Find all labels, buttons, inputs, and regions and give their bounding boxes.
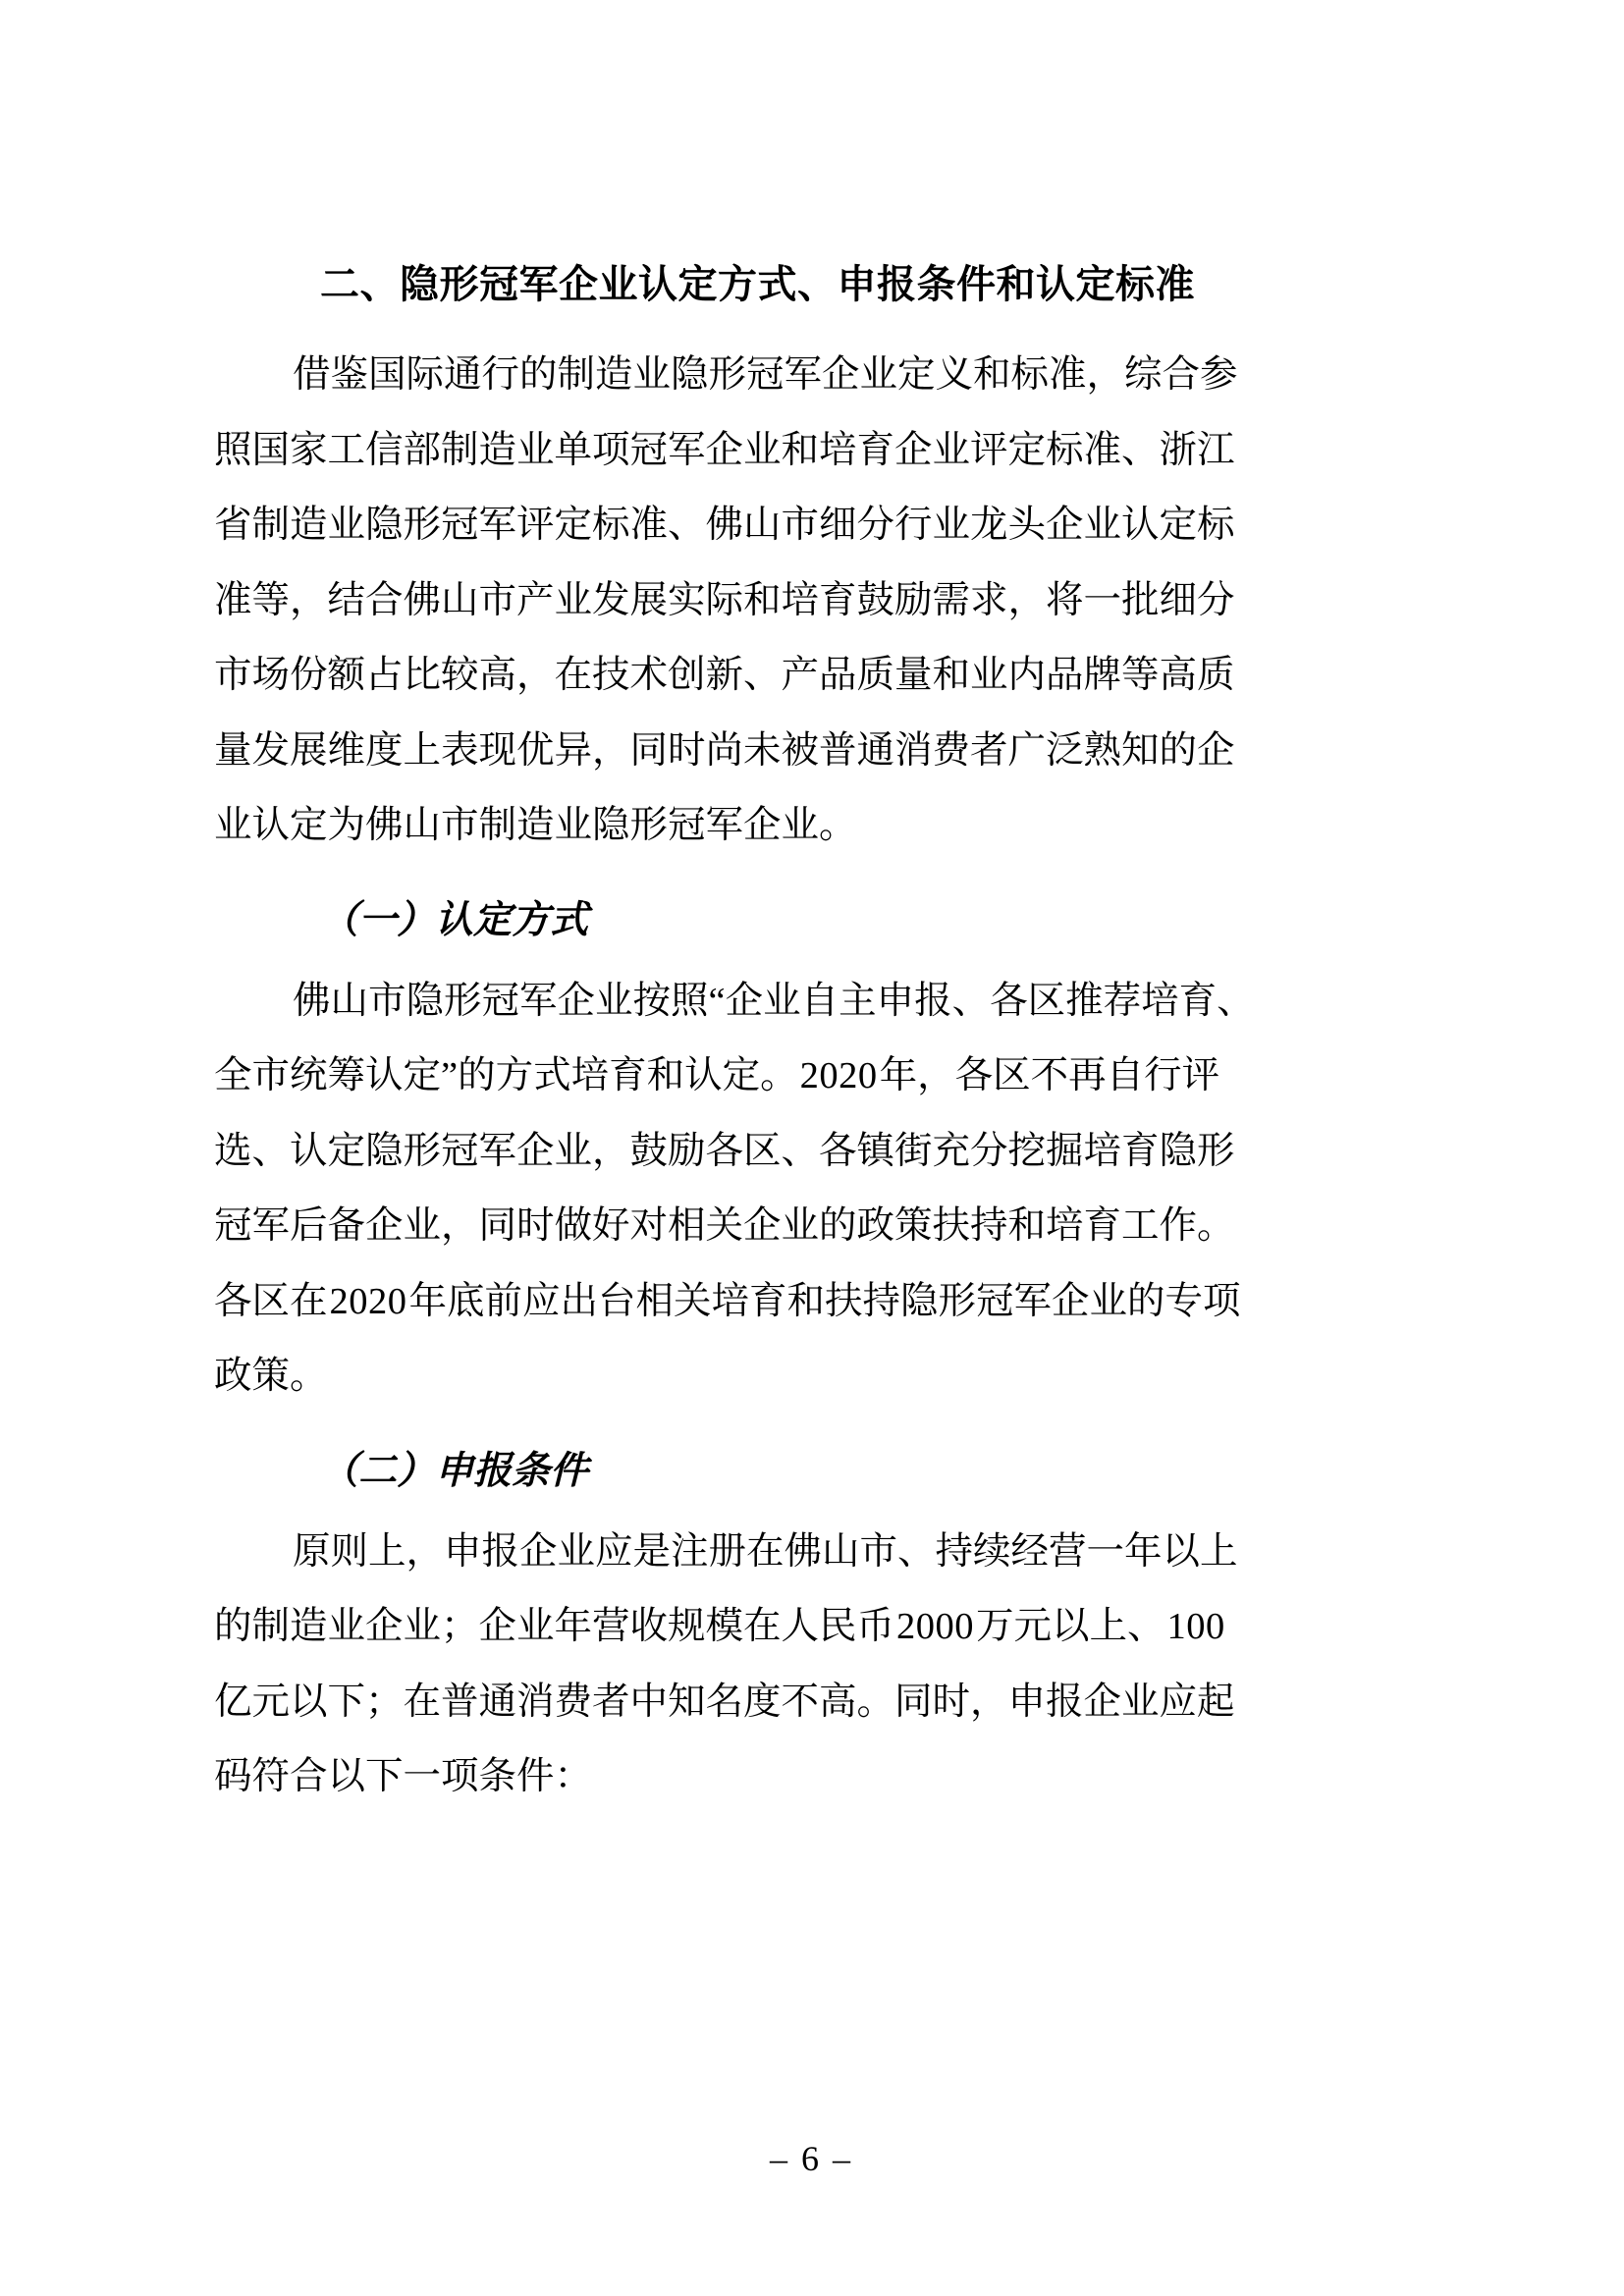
paragraph-line-text: 年底前应出台相关培育和扶持隐形冠军企业的专项 — [408, 1280, 1241, 1322]
paragraph-line: 准等，结合佛山市产业发展实际和培育鼓励需求，将一批细分 — [214, 579, 1235, 621]
paragraph-line: 省制造业隐形冠军评定标准、佛山市细分行业龙头企业认定标 — [214, 505, 1235, 546]
spacer — [214, 956, 1410, 964]
paragraph-line: 市场份额占比较高，在技术创新、产品质量和业内品牌等高质 — [214, 655, 1235, 696]
paragraph-line-text: 年，各区不再自行评 — [879, 1055, 1220, 1096]
paragraph-line — [214, 1039, 1410, 1114]
spacer — [214, 864, 1410, 885]
paragraph-line: 原则上，申报企业应是注册在佛山市、持续经营一年以上 — [293, 1530, 1238, 1573]
paragraph-line: 借鉴国际通行的制造业隐形冠军企业定义和标准，综合参 — [293, 354, 1238, 396]
paragraph-line-text: 的制造业企业；企业年营收规模在人民币 — [214, 1606, 895, 1647]
subsection-one-paragraph — [214, 964, 1410, 1415]
spacer — [214, 1415, 1410, 1436]
paragraph-line-text: 万元以上、 — [976, 1606, 1165, 1647]
paragraph-line: 量发展维度上表现优异，同时尚未被普通消费者广泛熟知的企 — [214, 729, 1235, 772]
paragraph-line: 亿元以下；在普通消费者中知名度不高。同时，申报企业应起 — [214, 1681, 1235, 1723]
paragraph-line: 选、认定隐形冠军企业，鼓励各区、各镇街充分挖掘培育隐形 — [214, 1130, 1235, 1172]
footer-dash-right: – — [833, 2139, 854, 2178]
year-number: 2020 — [329, 1280, 407, 1322]
section-heading: 二、隐形冠军企业认定方式、申报条件和认定标准 — [320, 263, 1195, 306]
footer-dash-left: – — [770, 2139, 791, 2178]
paragraph-line: 业认定为佛山市制造业隐形冠军企业。 — [214, 805, 857, 846]
revenue-max-number: 100 — [1166, 1606, 1225, 1647]
subsection-two-paragraph — [214, 1515, 1410, 1815]
paragraph-line-text: 各区在 — [214, 1280, 328, 1322]
spacer — [214, 330, 1410, 338]
paragraph-line: 佛山市隐形冠军企业按照“企业自主申报、各区推荐培育、 — [293, 980, 1255, 1022]
subsection-two-heading: （二）申报条件 — [320, 1449, 589, 1492]
intro-paragraph — [214, 338, 1410, 864]
paragraph-line: 码符合以下一项条件： — [214, 1756, 593, 1797]
paragraph-line-text: 全市统筹认定”的方式培育和认定。 — [214, 1055, 798, 1096]
page-number: 6 — [801, 2139, 823, 2178]
paragraph-line: 冠军后备企业，同时做好对相关企业的政策扶持和培育工作。 — [214, 1205, 1235, 1247]
paragraph-line: 政策。 — [214, 1356, 328, 1397]
page-content — [214, 253, 1410, 1815]
spacer — [214, 1507, 1410, 1515]
subsection-one-heading: （一）认定方式 — [320, 898, 589, 941]
page-footer — [0, 2138, 1624, 2179]
paragraph-line: 照国家工信部制造业单项冠军企业和培育企业评定标准、浙江 — [214, 429, 1235, 471]
revenue-min-number: 2000 — [896, 1606, 975, 1647]
year-number: 2020 — [799, 1055, 878, 1096]
paragraph-line — [214, 1589, 1410, 1665]
paragraph-line — [214, 1264, 1410, 1340]
